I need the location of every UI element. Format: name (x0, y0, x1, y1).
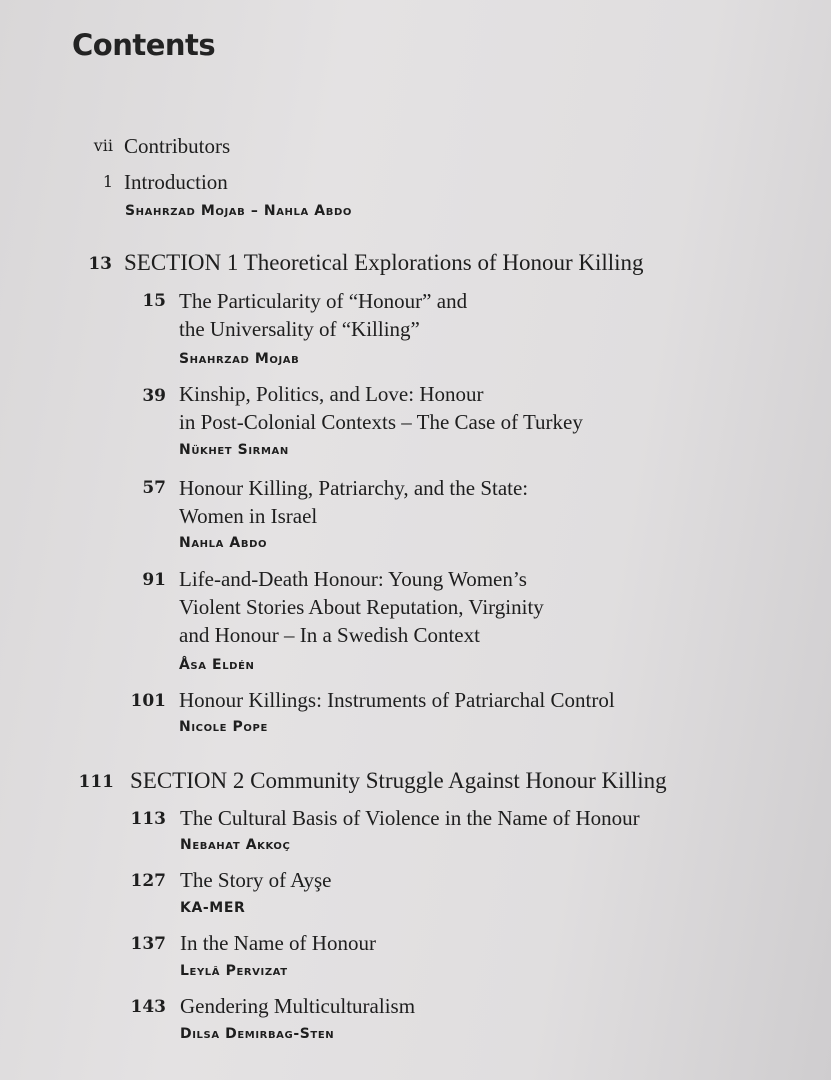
entry-author: Shahrzad Mojab (179, 351, 300, 367)
page-number: 15 (142, 291, 166, 311)
page-number: 113 (130, 809, 166, 829)
page-number: 91 (142, 570, 166, 590)
page-number: 39 (142, 386, 166, 406)
entry-title (179, 474, 528, 530)
entry-title-line: Violent Stories About Reputation, Virginity (179, 595, 544, 619)
entry-title-line: in Post-Colonial Contexts – The Case of Turkey (179, 410, 583, 434)
entry-title: Honour Killings: Instruments of Patriarchal Control (179, 688, 615, 712)
page-number: 57 (142, 478, 166, 498)
entry-title: Contributors (124, 134, 231, 158)
section-title: SECTION 2 Community Struggle Against Honour Killing (130, 768, 667, 793)
entry-title-line: Kinship, Politics, and Love: Honour (179, 382, 484, 406)
page-number: 127 (130, 871, 166, 891)
entry-author: Dilsa Demirbag-Sten (180, 1026, 335, 1042)
page-number: 101 (130, 691, 166, 711)
entry-title-line: and Honour – In a Swedish Context (179, 623, 480, 647)
entry-title: The Cultural Basis of Violence in the Name of Honour (180, 806, 640, 830)
page-number: 1 (102, 172, 113, 191)
entry-title (179, 380, 583, 436)
entry-author: KA-MER (180, 900, 246, 916)
page-number: 137 (130, 934, 166, 954)
entry-author: Nebahat Akkoç (180, 837, 291, 853)
section-title: SECTION 1 Theoretical Explorations of Honour Killing (124, 250, 644, 275)
entry-title (179, 287, 467, 343)
entry-title-line: Life-and-Death Honour: Young Women’s (179, 567, 527, 591)
entry-author: Shahrzad Mojab – Nahla Abdo (125, 203, 352, 219)
page-number: 13 (88, 254, 112, 274)
entry-title: The Story of Ayşe (180, 868, 332, 892)
page-title: Contents (72, 28, 216, 62)
entry-title (179, 565, 544, 649)
page-number: 143 (130, 997, 166, 1017)
entry-author: Nahla Abdo (179, 535, 268, 551)
page-number: vii (93, 136, 113, 155)
entry-title: Gendering Multiculturalism (180, 994, 416, 1018)
entry-title: In the Name of Honour (180, 931, 376, 955)
entry-author: Åsa Eldén (179, 657, 255, 673)
page-number: 111 (78, 772, 114, 792)
entry-title-line: The Particularity of “Honour” and (179, 289, 468, 313)
entry-author: Leylâ Pervizat (180, 963, 288, 979)
entry-title: Introduction (124, 170, 228, 194)
entry-author: Nicole Pope (179, 719, 268, 735)
entry-title-line: Honour Killing, Patriarchy, and the State: (179, 476, 529, 500)
entry-author: Nükhet Sirman (179, 442, 289, 458)
entry-title-line: the Universality of “Killing” (179, 317, 420, 341)
entry-title-line: Women in Israel (179, 504, 318, 528)
